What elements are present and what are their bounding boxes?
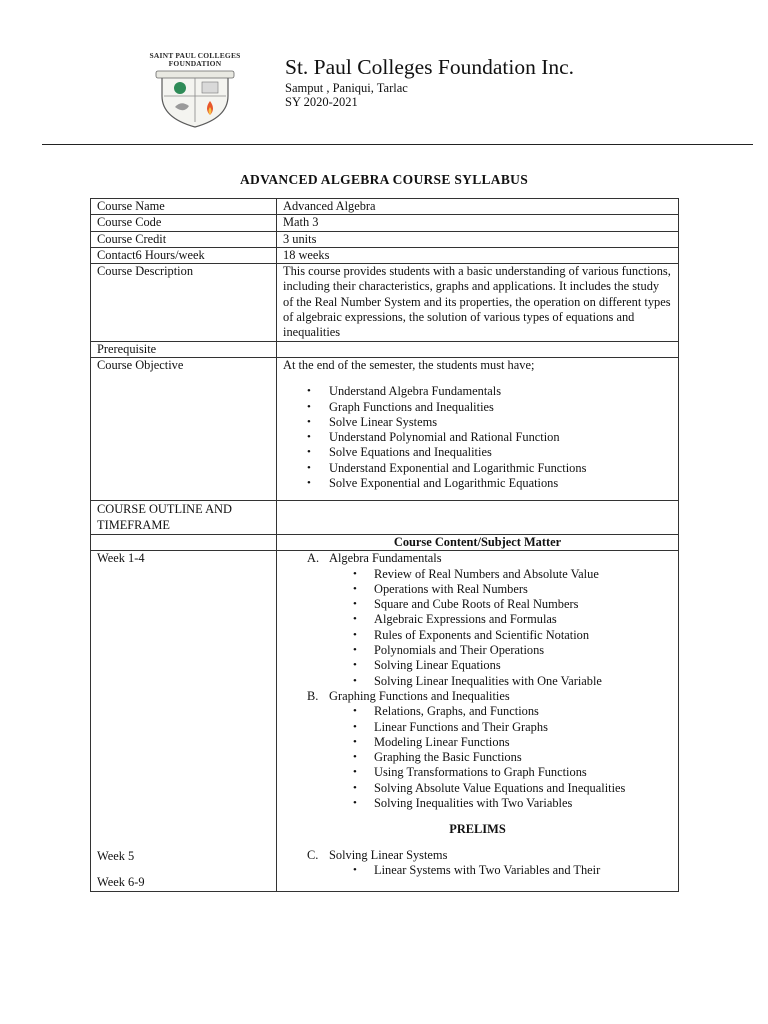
crest-icon — [142, 52, 248, 128]
row-value: 18 weeks — [277, 247, 679, 263]
row-label: Course Credit — [91, 231, 277, 247]
week-label: Week 6-9 — [97, 875, 145, 890]
table-row — [91, 551, 679, 891]
school-address: Samput , Paniqui, Tarlac — [285, 81, 408, 95]
topic-list — [283, 567, 672, 689]
topic-heading — [283, 551, 672, 566]
table-row — [91, 534, 679, 550]
row-value: Advanced Algebra — [277, 199, 679, 215]
list-item: • Algebraic Expressions and Formulas — [283, 612, 672, 627]
row-label: Course Code — [91, 215, 277, 231]
list-item: • Solve Equations and Inequalities — [283, 445, 672, 460]
table-row — [91, 357, 679, 500]
objective-cell — [277, 357, 679, 500]
topic-title: Solving Linear Systems — [329, 847, 448, 862]
row-label: Contact6 Hours/week — [91, 247, 277, 263]
row-label: COURSE OUTLINE AND TIMEFRAME — [91, 501, 277, 535]
content-header: Course Content/Subject Matter — [277, 534, 679, 550]
topic-letter: B. — [307, 688, 319, 703]
table-row — [91, 264, 679, 341]
list-item: • Solving Linear Inequalities with One Variable — [283, 674, 672, 689]
list-item: • Linear Systems with Two Variables and Their — [283, 863, 672, 878]
header-rule — [42, 144, 753, 145]
row-label: Course Description — [91, 264, 277, 341]
topic-heading — [283, 689, 672, 704]
topic-title: Graphing Functions and Inequalities — [329, 688, 510, 703]
week-label: Week 5 — [97, 849, 135, 864]
table-row — [91, 199, 679, 215]
school-name: St. Paul Colleges Foundation Inc. — [285, 55, 575, 79]
list-item: • Solving Absolute Value Equations and Inequalities — [283, 781, 672, 796]
list-item: • Solve Exponential and Logarithmic Equations — [283, 476, 672, 491]
row-label — [91, 534, 277, 550]
table-row — [91, 215, 679, 231]
list-item: • Square and Cube Roots of Real Numbers — [283, 597, 672, 612]
topic-list — [283, 704, 672, 811]
school-logo — [142, 52, 248, 128]
row-value — [277, 341, 679, 357]
list-item: • Understand Exponential and Logarithmic Functions — [283, 461, 672, 476]
school-year: SY 2020-2021 — [285, 95, 358, 109]
course-description: This course provides students with a basic understanding of various functions, including their characteristics, graphs and applications. It includes the study of the Real Number System and its properties, the operation on different types of algebraic expressions, the solution of various types of equations and inequalities — [277, 264, 679, 341]
table-row — [91, 231, 679, 247]
topic-title: Algebra Fundamentals — [329, 551, 442, 566]
list-item: • Relations, Graphs, and Functions — [283, 704, 672, 719]
list-item: • Rules of Exponents and Scientific Notation — [283, 628, 672, 643]
outline-cell — [277, 551, 679, 891]
objective-intro: At the end of the semester, the students must have; — [283, 357, 535, 372]
weeks-cell — [91, 551, 277, 891]
objective-list — [283, 384, 672, 491]
row-label: Course Name — [91, 199, 277, 215]
row-value: Math 3 — [277, 215, 679, 231]
list-item: • Operations with Real Numbers — [283, 582, 672, 597]
list-item: • Understand Algebra Fundamentals — [283, 384, 672, 399]
table-row — [91, 341, 679, 357]
week-label: Week 1-4 — [97, 551, 145, 566]
table-row — [91, 247, 679, 263]
topic-letter: C. — [307, 847, 319, 862]
row-value: 3 units — [277, 231, 679, 247]
topic-heading — [283, 848, 672, 863]
list-item: • Modeling Linear Functions — [283, 735, 672, 750]
list-item: • Graphing the Basic Functions — [283, 750, 672, 765]
list-item: • Review of Real Numbers and Absolute Value — [283, 567, 672, 582]
list-item: • Using Transformations to Graph Functions — [283, 765, 672, 780]
row-label: Prerequisite — [91, 341, 277, 357]
topic-letter: A. — [307, 551, 320, 566]
list-item: • Graph Functions and Inequalities — [283, 400, 672, 415]
syllabus-table — [90, 198, 679, 892]
row-value — [277, 501, 679, 535]
document-title: ADVANCED ALGEBRA COURSE SYLLABUS — [239, 172, 529, 187]
list-item: • Solving Linear Equations — [283, 658, 672, 673]
row-label: Course Objective — [91, 357, 277, 500]
list-item: • Polynomials and Their Operations — [283, 643, 672, 658]
prelims-label: PRELIMS — [449, 822, 506, 837]
list-item: • Solve Linear Systems — [283, 415, 672, 430]
logo-text: SAINT PAUL COLLEGES FOUNDATION — [149, 51, 241, 68]
topic-list — [283, 863, 672, 878]
list-item: • Linear Functions and Their Graphs — [283, 720, 672, 735]
list-item: • Solving Inequalities with Two Variables — [283, 796, 672, 811]
table-row — [91, 501, 679, 535]
list-item: • Understand Polynomial and Rational Function — [283, 430, 672, 445]
